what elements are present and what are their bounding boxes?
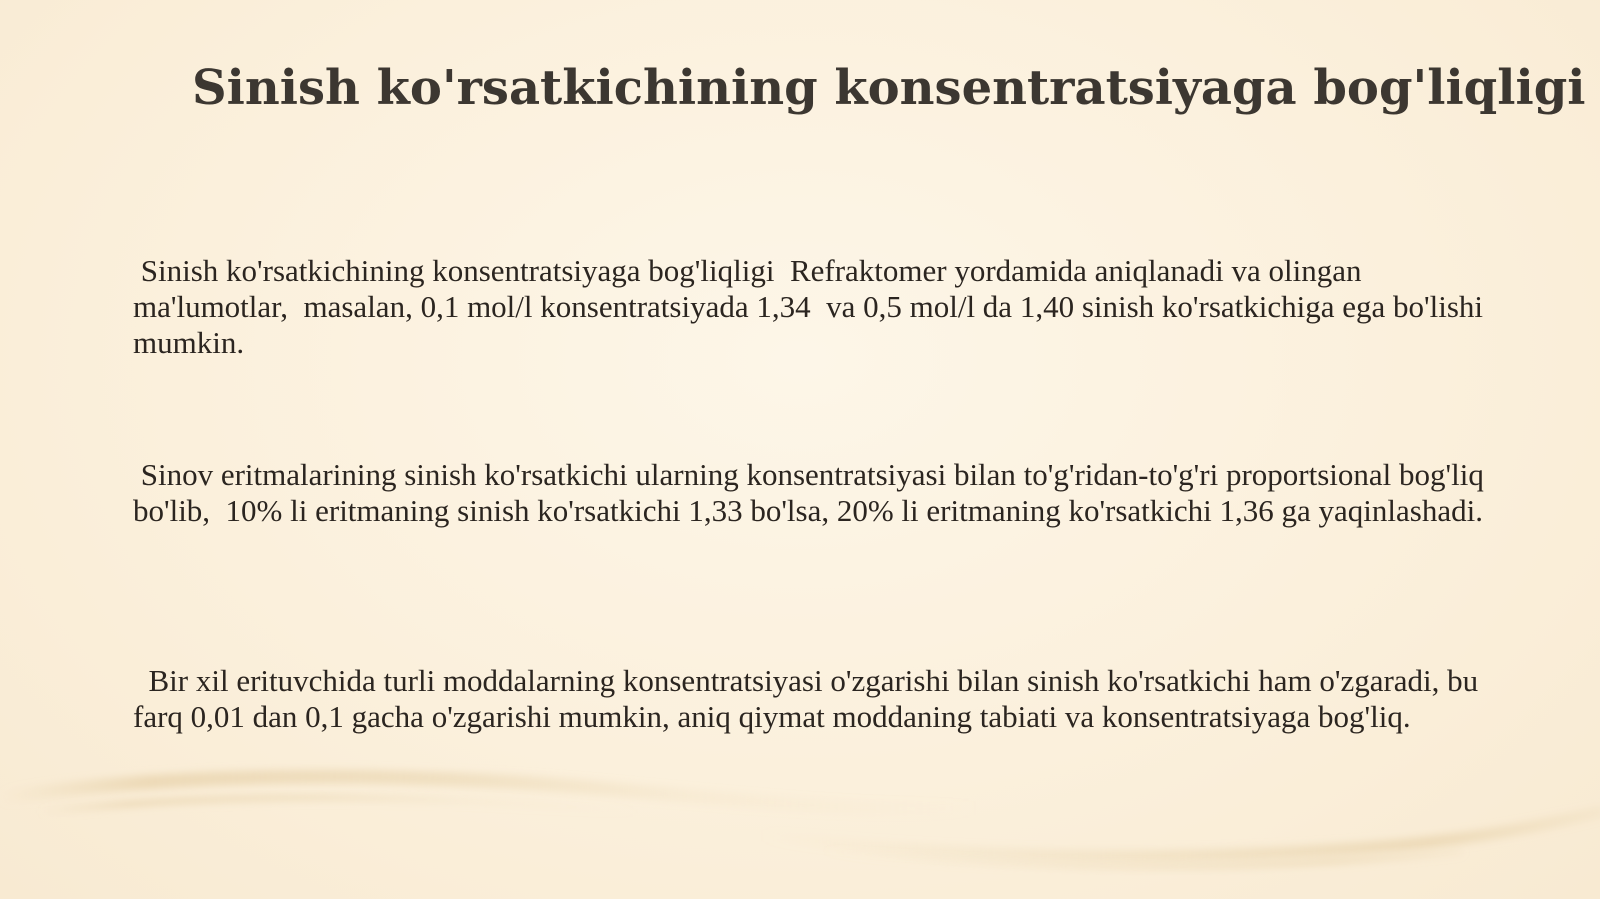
- paragraph-solvent: Bir xil erituvchida turli moddalarning konsentratsiyasi o'zgarishi bilan sinish ko'rsatkichi ham o'zgaradi, bu farq 0,01 dan 0,1 gacha o'zgarishi mumkin, aniq qiymat moddaning tabiati va konsentratsiyaga bog'liq.: [133, 663, 1486, 734]
- slide-title: Sinish ko'rsatkichining konsentratsiyaga bog'liqligi: [192, 60, 1586, 116]
- paragraph-proportional: Sinov eritmalarining sinish ko'rsatkichi ularning konsentratsiyasi bilan to'g'ridan-to'g'ri proportsional bog'liq bo'lib, 10% li eritmaning sinish ko'rsatkichi 1,33 bo'lsa, 20% li eritmaning ko'rsatkichi 1,36 ga yaqinlashadi.: [133, 457, 1492, 528]
- paragraph-refractometer: Sinish ko'rsatkichining konsentratsiyaga bog'liqligi Refraktomer yordamida aniqlanadi va olingan ma'lumotlar, masalan, 0,1 mol/l konsentratsiyada 1,34 va 0,5 mol/l da 1,40 sinish ko'rsatkichiga ega bo'lishi mumkin.: [133, 253, 1491, 360]
